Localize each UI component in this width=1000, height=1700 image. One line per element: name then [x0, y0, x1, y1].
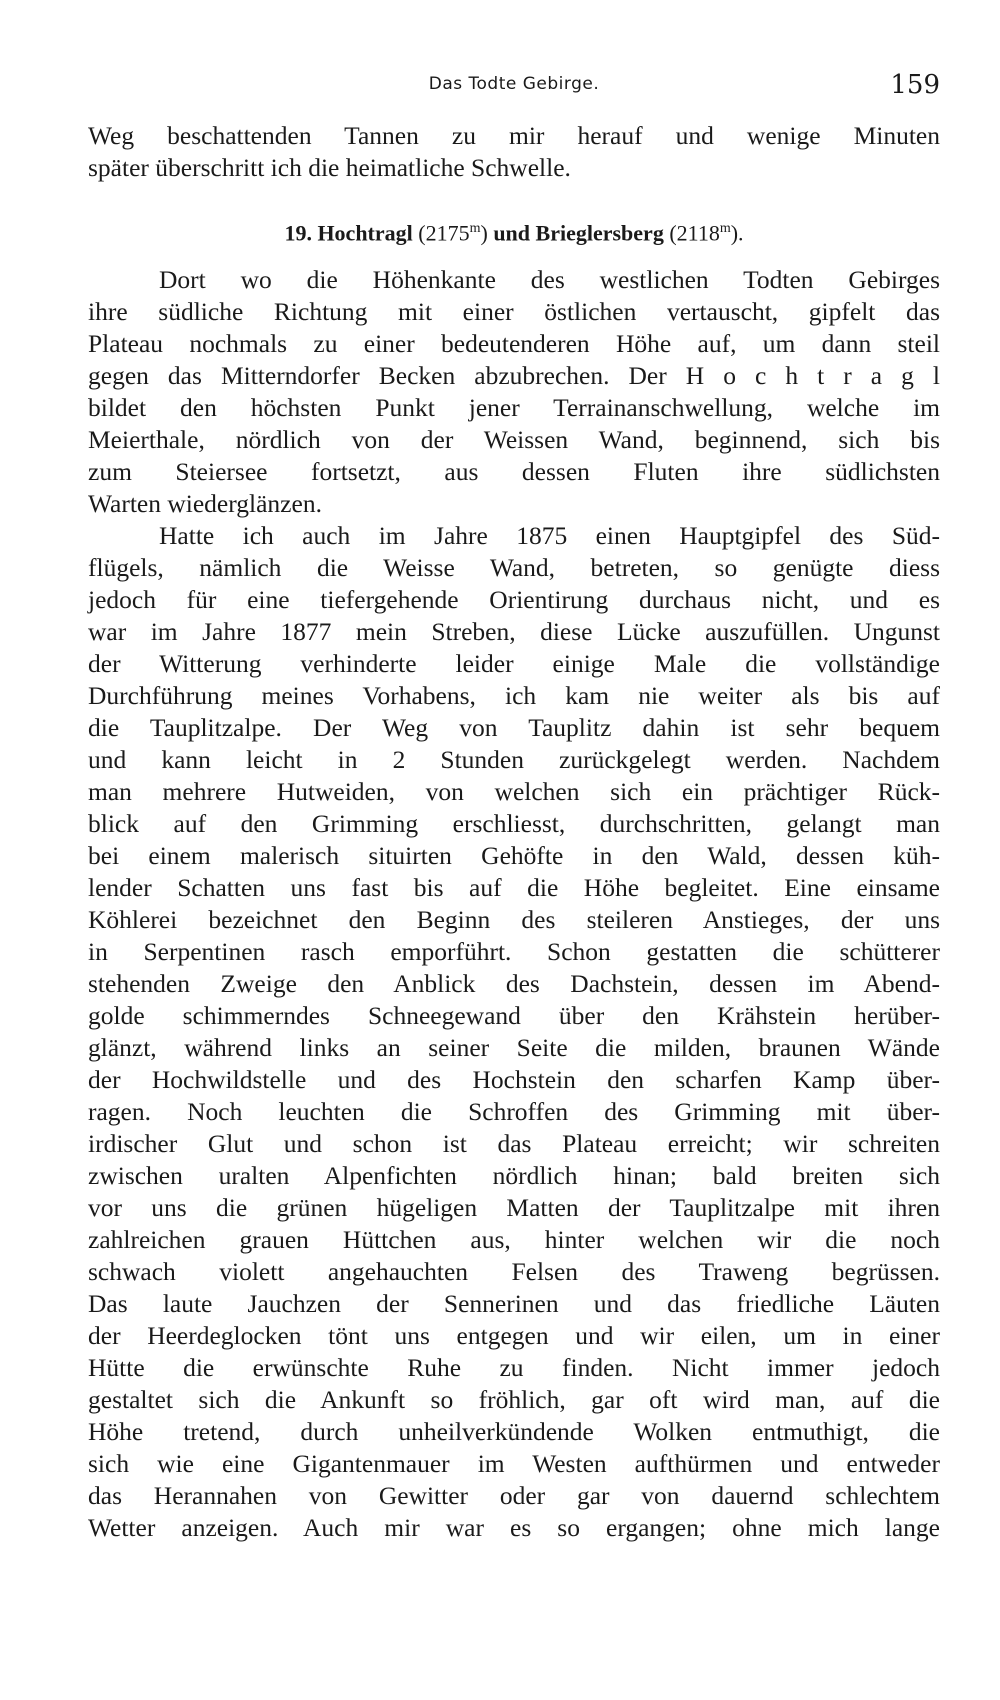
text-line: flügels, nämlich die Weisse Wand, betreten, so genügte diess	[88, 553, 940, 582]
text-line: Höhe tretend, durch unheilverkündende Wolken entmuthigt, die	[88, 1417, 940, 1446]
text-line: ihre südliche Richtung mit einer östlichen vertauscht, gipfelt das	[88, 297, 940, 326]
section-closing: ).	[730, 220, 744, 246]
text-line: Meierthale, nördlich von der Weissen Wand, beginnend, sich bis	[88, 425, 940, 454]
text-line: lender Schatten uns fast bis auf die Höhe begleitet. Eine einsame	[88, 873, 940, 902]
text-line: gegen das Mitterndorfer Becken abzubrechen. Der H o c h t r a g l	[88, 361, 940, 390]
text-line: das Herannahen von Gewitter oder gar von dauernd schlechtem	[88, 1481, 940, 1510]
text-line: der Witterung verhinderte leider einige Male die vollständige	[88, 649, 940, 678]
section-conjunction: und	[493, 220, 531, 246]
text-line: die Tauplitzalpe. Der Weg von Tauplitz dahin ist sehr bequem	[88, 713, 940, 742]
page-number: 159	[890, 70, 940, 100]
text-line: in Serpentinen rasch emporführt. Schon gestatten die schütterer	[88, 937, 940, 966]
text-line: jedoch für eine tiefergehende Orientirung durchaus nicht, und es	[88, 585, 940, 614]
text-line: Weg beschattenden Tannen zu mir herauf und wenige Minuten	[88, 121, 940, 150]
text-line: Plateau nochmals zu einer bedeutenderen Höhe auf, um dann steil	[88, 329, 940, 358]
text-line: irdischer Glut und schon ist das Plateau erreicht; wir schreiten	[88, 1129, 940, 1158]
text-line: später überschritt ich die heimatliche Schwelle.	[88, 153, 571, 182]
text-line: der Hochwildstelle und des Hochstein den scharfen Kamp über-	[88, 1065, 940, 1094]
text-line: bildet den höchsten Punkt jener Terrainanschwellung, welche im	[88, 393, 940, 422]
text-line: war im Jahre 1877 mein Streben, diese Lücke auszufüllen. Ungunst	[88, 617, 940, 646]
running-head	[88, 70, 940, 106]
section-peak-1-unit: m	[469, 221, 481, 236]
text-line: und kann leicht in 2 Stunden zurückgelegt werden. Nachdem	[88, 745, 940, 774]
section-peak-2-unit: m	[719, 221, 731, 236]
section-peak-1: Hochtragl	[317, 220, 413, 246]
text-line: ragen. Noch leuchten die Schroffen des Grimming mit über-	[88, 1097, 940, 1126]
text-line: Wetter anzeigen. Auch mir war es so ergangen; ohne mich lange	[88, 1513, 940, 1542]
text-line: blick auf den Grimming erschliesst, durchschritten, gelangt man	[88, 809, 940, 838]
text-line: zahlreichen grauen Hüttchen aus, hinter welchen wir die noch	[88, 1225, 940, 1254]
text-line: Durchführung meines Vorhabens, ich kam nie weiter als bis auf	[88, 681, 940, 710]
running-title: Das Todte Gebirge.	[428, 74, 600, 94]
section-peak-1-height: (2175	[418, 220, 470, 246]
text-line: golde schimmerndes Schneegewand über den Krähstein herüber-	[88, 1001, 940, 1030]
text-line: sich wie eine Gigantenmauer im Westen aufthürmen und entweder	[88, 1449, 940, 1478]
text-line: vor uns die grünen hügeligen Matten der Tauplitzalpe mit ihren	[88, 1193, 940, 1222]
text-line: stehenden Zweige den Anblick des Dachstein, dessen im Abend-	[88, 969, 940, 998]
paragraph-first-line: Dort wo die Höhenkante des westlichen Todten Gebirges	[159, 265, 940, 294]
section-peak-2-height: (2118	[669, 220, 720, 246]
section-heading: 19. Hochtragl (2175$^m$) und Brieglersberg (2118$^m$).	[284, 220, 744, 246]
text-line: glänzt, während links an seiner Seite die milden, braunen Wände	[88, 1033, 940, 1062]
text-line: bei einem malerisch situirten Gehöfte in den Wald, dessen küh-	[88, 841, 940, 870]
text-line: gestaltet sich die Ankunft so fröhlich, gar oft wird man, auf die	[88, 1385, 940, 1414]
section-number: 19.	[284, 220, 312, 246]
text-line: der Heerdeglocken tönt uns entgegen und wir eilen, um in einer	[88, 1321, 940, 1350]
text-line: Hütte die erwünschte Ruhe zu finden. Nicht immer jedoch	[88, 1353, 940, 1382]
text-line: man mehrere Hutweiden, von welchen sich ein prächtiger Rück-	[88, 777, 940, 806]
text-line: zwischen uralten Alpenfichten nördlich hinan; bald breiten sich	[88, 1161, 940, 1190]
text-line: Warten wiederglänzen.	[88, 489, 322, 518]
paragraph-first-line: Hatte ich auch im Jahre 1875 einen Hauptgipfel des Süd-	[159, 521, 940, 550]
text-line: schwach violett angehauchten Felsen des Traweng begrüssen.	[88, 1257, 940, 1286]
text-line: zum Steiersee fortsetzt, aus dessen Fluten ihre südlichsten	[88, 457, 940, 486]
text-line: Das laute Jauchzen der Sennerinen und das friedliche Läuten	[88, 1289, 940, 1318]
section-peak-2: Brieglersberg	[535, 220, 664, 246]
text-line: Köhlerei bezeichnet den Beginn des steileren Anstieges, der uns	[88, 905, 940, 934]
